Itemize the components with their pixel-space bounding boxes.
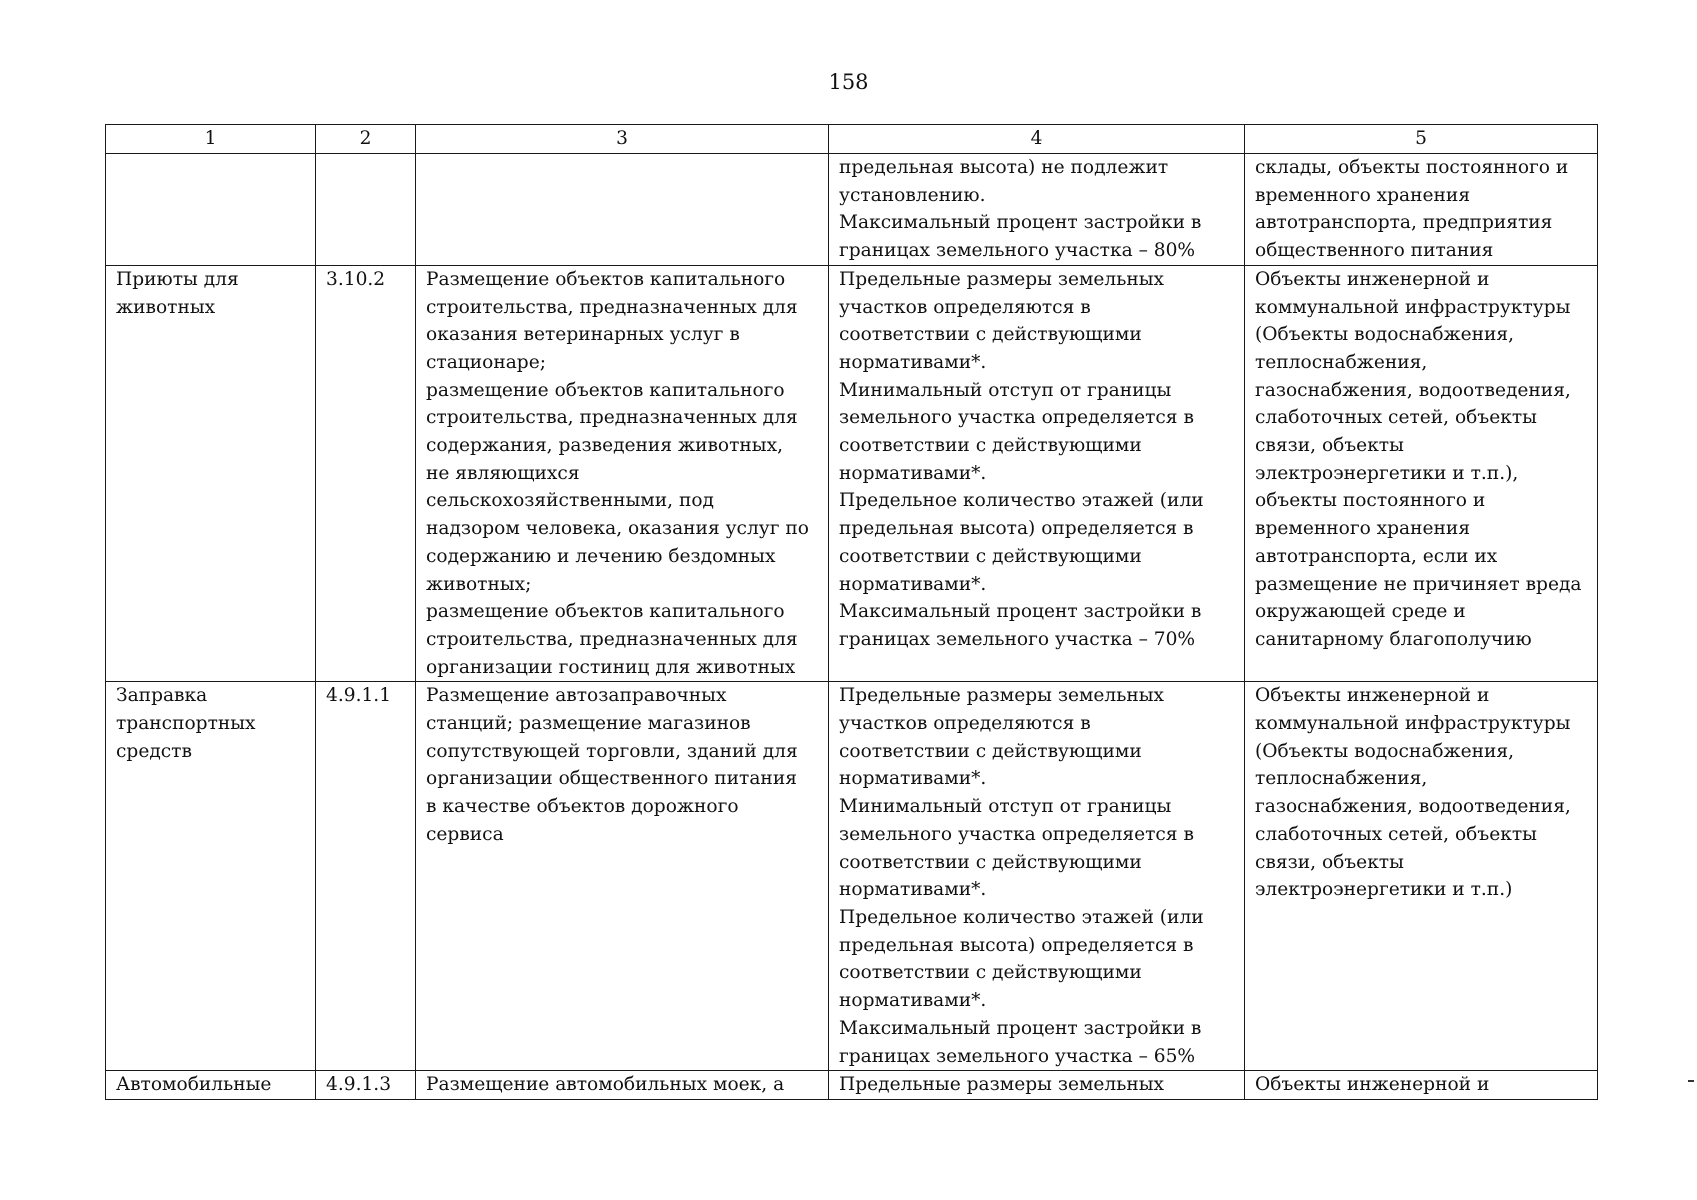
table-row-car-washes (106, 1071, 1598, 1100)
cell-use-name: Приюты для животных (106, 265, 316, 682)
cell-use-name: Заправка транспортных средств (106, 682, 316, 1071)
margin-mark (1688, 1080, 1694, 1082)
page-number: 158 (828, 70, 869, 94)
cell-auxiliary-uses: Объекты инженерной и коммунальной инфраструктуры (Объекты водоснабжения, теплоснабжения, газоснабжения, водоотведения, слаботочных сетей, объекты связи, объекты электроэнергетики и т.п.), объекты постоянного и временного хранения автотранспорта, если их размещение не причиняет вреда окружающей среде и санитарному благополучию (1245, 265, 1598, 682)
table-row-animal-shelters (106, 265, 1598, 682)
cell-parameters: Предельные размеры земельных участков определяются в соответствии с действующими нормативами*. Минимальный отступ от границы земельного участка определяется в соответствии с действующими нормативами*. Предельное количество этажей (или предельная высота) определяется в соответствии с действующими нормативами*. Максимальный процент застройки в границах земельного участка – 65% (829, 682, 1245, 1071)
cell-use-name (106, 154, 316, 266)
cell-use-description (416, 154, 829, 266)
cell-use-name: Автомобильные (106, 1071, 316, 1100)
cell-use-code: 4.9.1.3 (316, 1071, 416, 1100)
cell-use-description: Размещение объектов капитального строительства, предназначенных для оказания ветеринарных услуг в стационаре; размещение объектов капитального строительства, предназначенных для содержания, разведения животных, не являющихся сельскохозяйственными, под надзором человека, оказания услуг по содержанию и лечению бездомных животных; размещение объектов капитального строительства, предназначенных для организации гостиниц для животных (416, 265, 829, 682)
cell-use-code: 3.10.2 (316, 265, 416, 682)
table-row-continuation (106, 154, 1598, 266)
cell-use-code: 4.9.1.1 (316, 682, 416, 1071)
column-header-4: 4 (829, 125, 1245, 154)
column-header-3: 3 (416, 125, 829, 154)
header-row (106, 125, 1598, 154)
cell-auxiliary-uses: склады, объекты постоянного и временного хранения автотранспорта, предприятия общественного питания (1245, 154, 1598, 266)
cell-auxiliary-uses: Объекты инженерной и (1245, 1071, 1598, 1100)
cell-parameters: предельная высота) не подлежит установлению. Максимальный процент застройки в границах земельного участка – 80% (829, 154, 1245, 266)
zoning-table (105, 124, 1598, 1100)
column-header-1: 1 (106, 125, 316, 154)
column-header-2: 2 (316, 125, 416, 154)
cell-parameters: Предельные размеры земельных (829, 1071, 1245, 1100)
cell-use-description: Размещение автомобильных моек, а (416, 1071, 829, 1100)
column-header-5: 5 (1245, 125, 1598, 154)
cell-use-code (316, 154, 416, 266)
cell-parameters: Предельные размеры земельных участков определяются в соответствии с действующими нормативами*. Минимальный отступ от границы земельного участка определяется в соответствии с действующими нормативами*. Предельное количество этажей (или предельная высота) определяется в соответствии с действующими нормативами*. Максимальный процент застройки в границах земельного участка – 70% (829, 265, 1245, 682)
cell-use-description: Размещение автозаправочных станций; размещение магазинов сопутствующей торговли, зданий для организации общественного питания в качестве объектов дорожного сервиса (416, 682, 829, 1071)
table-row-fuel-stations (106, 682, 1598, 1071)
cell-auxiliary-uses: Объекты инженерной и коммунальной инфраструктуры (Объекты водоснабжения, теплоснабжения, газоснабжения, водоотведения, слаботочных сетей, объекты связи, объекты электроэнергетики и т.п.) (1245, 682, 1598, 1071)
